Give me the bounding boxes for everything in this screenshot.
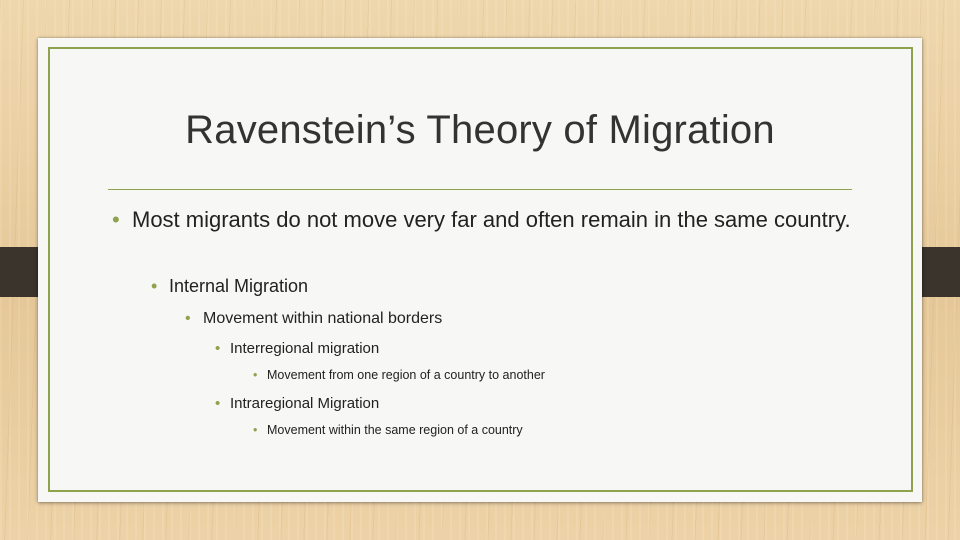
bullet-icon: • bbox=[185, 310, 191, 327]
bullet-level-2 bbox=[151, 274, 309, 298]
bullet-text: Internal Migration bbox=[169, 276, 309, 296]
bullet-level-3 bbox=[185, 308, 443, 330]
bullet-icon: • bbox=[151, 276, 158, 296]
bullet-level-5 bbox=[253, 367, 545, 384]
bullet-level-1 bbox=[112, 206, 852, 234]
bullet-icon: • bbox=[215, 340, 221, 357]
bullet-text: Movement from one region of a country to another bbox=[267, 368, 545, 382]
bullet-level-4 bbox=[215, 339, 380, 359]
bullet-text: Movement within national borders bbox=[203, 310, 443, 327]
bullet-level-5 bbox=[253, 422, 523, 439]
bullet-text: Most migrants do not move very far and often remain in the same country. bbox=[132, 207, 851, 232]
bullet-text: Movement within the same region of a country bbox=[267, 423, 523, 437]
bullet-list bbox=[38, 38, 922, 502]
bullet-text: Intraregional Migration bbox=[230, 395, 380, 412]
bullet-icon: • bbox=[215, 395, 221, 412]
bullet-level-4 bbox=[215, 394, 380, 414]
bullet-text: Interregional migration bbox=[230, 340, 380, 357]
bullet-icon: • bbox=[253, 368, 258, 382]
slide-title: Ravenstein’s Theory of Migration bbox=[185, 108, 775, 152]
bullet-icon: • bbox=[112, 207, 120, 232]
slide-card bbox=[38, 38, 922, 502]
bullet-icon: • bbox=[253, 423, 258, 437]
